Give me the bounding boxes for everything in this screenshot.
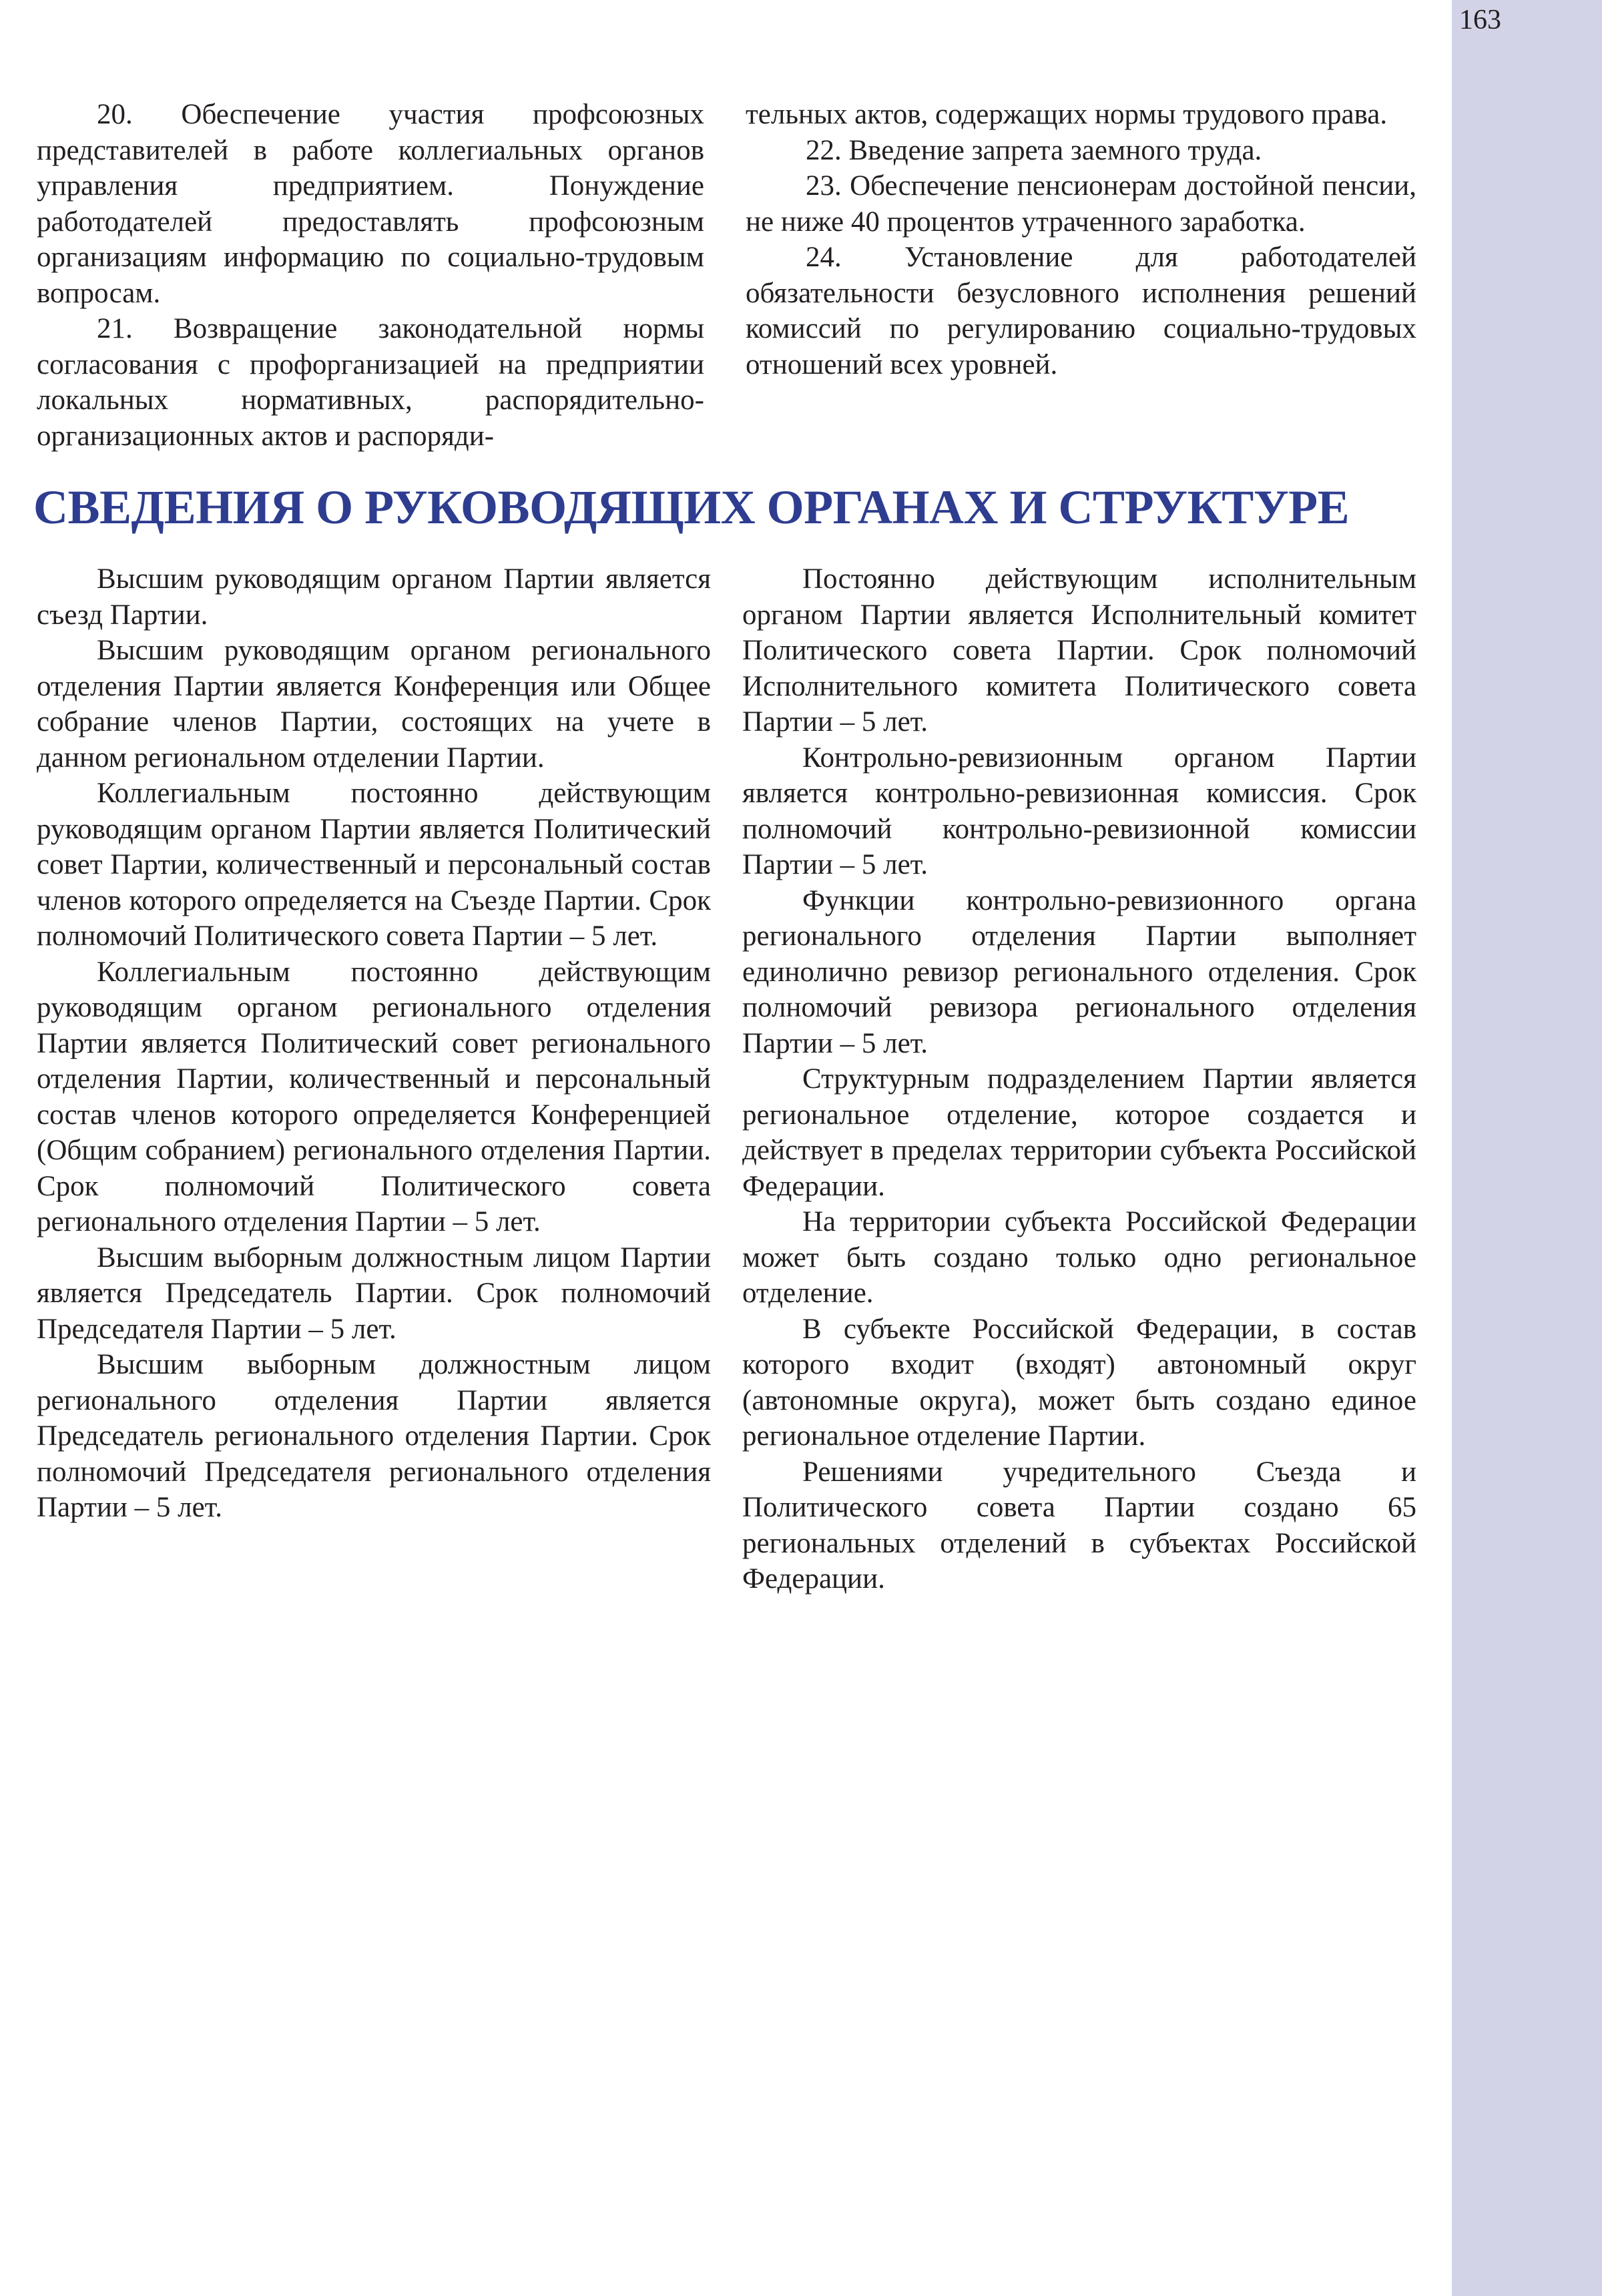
top-right-column [746, 97, 1416, 382]
paragraph-regional-chairman: Высшим выборным должностным лицом регионального отделения Партии является Председатель регионального отделения Партии. Срок полномочий Председателя регионального отделения Партии – 5 лет. [37, 1349, 711, 1523]
section-heading: СВЕДЕНИЯ О РУКОВОДЯЩИХ ОРГАНАХ И СТРУКТУРЕ [33, 481, 1350, 534]
side-band [1452, 0, 1602, 2296]
paragraph-item-23: 23. Обеспечение пенсионерам достойной пенсии, не ниже 40 процентов утраченного заработка. [746, 170, 1416, 238]
paragraph-regional-auditor: Функции контрольно-ревизионного органа регионального отделения Партии выполняет единолично ревизор регионального отделения. Срок полномочий ревизора регионального отделения Партии – 5 лет. [742, 884, 1416, 1059]
paragraph-item-20: 20. Обеспечение участия профсоюзных представителей в работе коллегиальных органов управления предприятием. Понуждение работодателей предоставлять профсоюзным организациям информацию по социально-трудовым вопросам. [37, 99, 704, 309]
top-left-column [37, 97, 704, 454]
paragraph-audit-commission: Контрольно-ревизионным органом Партии является контрольно-ревизионная комиссия. Срок полномочий контрольно-ревизионной комиссии Партии – 5 лет. [742, 742, 1416, 880]
bottom-left-column [37, 561, 711, 1526]
paragraph-congress: Высшим руководящим органом Партии является съезд Партии. [37, 563, 711, 631]
paragraph-party-chairman: Высшим выборным должностным лицом Партии является Председатель Партии. Срок полномочий Председателя Партии – 5 лет. [37, 1241, 711, 1345]
paragraph-executive-committee: Постоянно действующим исполнительным органом Партии является Исполнительный комитет Политического совета Партии. Срок полномочий Исполнительного комитета Политического совета Партии – 5 лет. [742, 563, 1416, 738]
bottom-right-column [742, 561, 1416, 1597]
paragraph-structural-division: Структурным подразделением Партии является региональное отделение, которое создается и действует в пределах территории субъекта Российской Федерации. [742, 1063, 1416, 1202]
paragraph-single-regional-branch: На территории субъекта Российской Федерации может быть создано только одно региональное отделение. [742, 1206, 1416, 1309]
paragraph-regional-branches-count: Решениями учредительного Съезда и Политического совета Партии создано 65 региональных отделений в субъектах Российской Федерации. [742, 1456, 1416, 1595]
paragraph-regional-conference: Высшим руководящим органом регионального отделения Партии является Конференция или Общее собрание членов Партии, состоящих на учете в данном региональном отделении Партии. [37, 635, 711, 774]
paragraph-political-council: Коллегиальным постоянно действующим руководящим органом Партии является Политический совет Партии, количественный и персональный состав членов которого определяется на Съезде Партии. Срок полномочий Политического совета Партии – 5 лет. [37, 778, 711, 952]
paragraph-item-24: 24. Установление для работодателей обязательности безусловного исполнения решений комиссий по регулированию социально-трудовых отношений всех уровней. [746, 242, 1416, 380]
paragraph-regional-political-council: Коллегиальным постоянно действующим руководящим органом регионального отделения Партии является Политический совет регионального отделения Партии, количественный и персональный состав членов которого определяется Конференцией (Общим собранием) регионального отделения Партии. Срок полномочий Политического совета регионального отделения Партии – 5 лет. [37, 956, 711, 1237]
paragraph-autonomous-okrug: В субъекте Российской Федерации, в состав которого входит (входят) автономный округ (автономные округа), может быть создано единое региональное отделение Партии. [742, 1313, 1416, 1452]
paragraph-item-21-continuation: тельных актов, содержащих нормы трудового права. [746, 99, 1388, 130]
paragraph-item-22: 22. Введение запрета заемного труда. [806, 134, 1262, 166]
page-number: 163 [1459, 5, 1501, 35]
paragraph-item-21: 21. Возвращение законодательной нормы согласования с профорганизацией на предприятии локальных нормативных, распорядительно-организационных актов и распоряди- [37, 313, 704, 452]
